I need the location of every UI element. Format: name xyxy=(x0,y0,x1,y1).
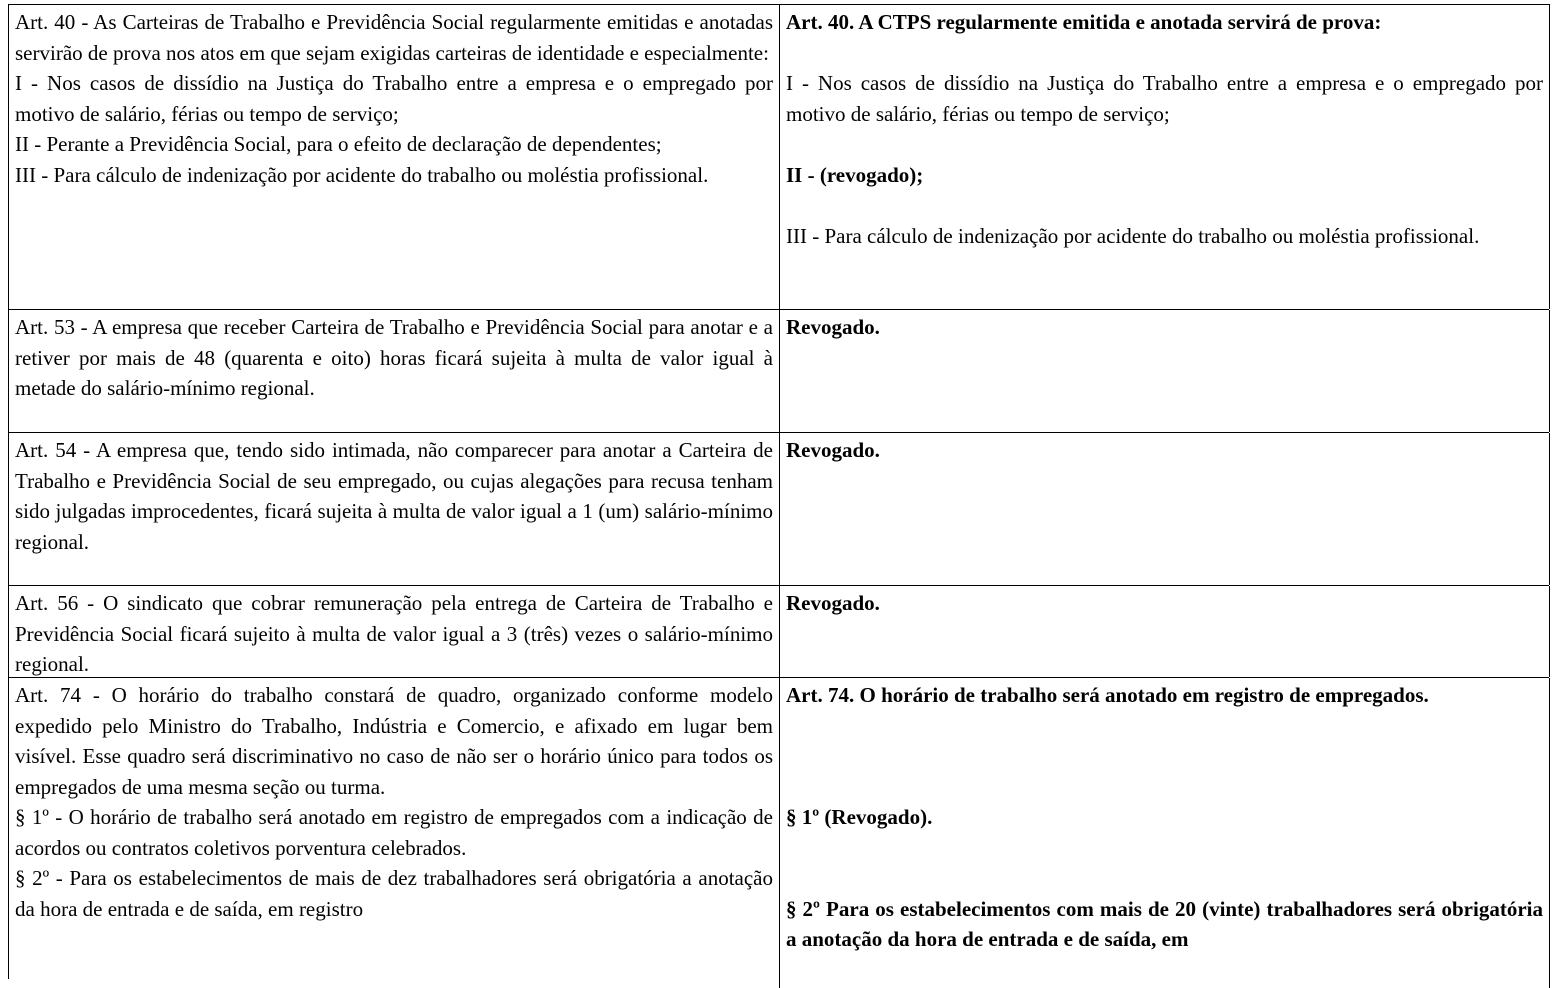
amended-text-cell xyxy=(780,678,1550,988)
original-text-cell xyxy=(9,586,780,677)
paragraph: I - Nos casos de dissídio na Justiça do Trabalho entre a empresa e o empregado por motivo de salário, férias ou tempo de serviço; xyxy=(15,71,773,126)
paragraph: III - Para cálculo de indenização por acidente do trabalho ou moléstia profissional. xyxy=(15,162,709,187)
amended-text-cell xyxy=(780,433,1550,585)
table-row-art-74 xyxy=(9,678,1549,988)
paragraph: Revogado. xyxy=(786,591,880,615)
paragraph: Revogado. xyxy=(786,315,880,339)
paragraph: Art. 54 - A empresa que, tendo sido intimada, não comparecer para anotar a Carteira de Trabalho e Previdência Social de seu empregado, ou cujas alegações para recusa tenham sido julgadas improcedentes, ficará sujeita à multa de valor igual a 1 (um) salário-mínimo regional. xyxy=(15,438,773,554)
original-text-cell xyxy=(9,433,780,585)
table-row-art-54 xyxy=(9,433,1549,586)
paragraph: Art. 74 - O horário do trabalho constará de quadro, organizado conforme modelo expedido pelo Ministro do Trabalho, Indústria e Comercio, e afixado em lugar bem visível. Esse quadro será discriminativo no caso de não ser o horário único para todos os empregados de uma mesma seção ou turma. xyxy=(15,683,773,799)
paragraph: Art. 40. A CTPS regularmente emitida e anotada servirá de prova: xyxy=(786,10,1382,34)
amended-text-cell xyxy=(780,586,1550,677)
paragraph: II - (revogado); xyxy=(786,162,924,187)
original-text-cell xyxy=(9,5,780,309)
amended-text-cell xyxy=(780,310,1550,432)
comparison-table xyxy=(8,4,1550,979)
paragraph: Art. 53 - A empresa que receber Carteira de Trabalho e Previdência Social para anotar e a retiver por mais de 48 (quarenta e oito) horas ficará sujeita à multa de valor igual à metade do salário-mínimo regional. xyxy=(15,315,773,400)
paragraph: Art. 56 - O sindicato que cobrar remuneração pela entrega de Carteira de Trabalho e Previdência Social ficará sujeito à multa de valor igual a 3 (três) vezes o salário-mínimo regional. xyxy=(15,591,773,676)
original-text-cell xyxy=(9,678,780,988)
table-row-art-56 xyxy=(9,586,1549,678)
paragraph: Art. 40 - As Carteiras de Trabalho e Previdência Social regularmente emitidas e anotadas servirão de prova nos atos em que sejam exigidas carteiras de identidade e especialmente: xyxy=(15,10,773,65)
paragraph: Revogado. xyxy=(786,438,880,462)
paragraph: II - Perante a Previdência Social, para o efeito de declaração de dependentes; xyxy=(15,132,662,156)
paragraph: III - Para cálculo de indenização por acidente do trabalho ou moléstia profissional. xyxy=(786,223,1480,248)
table-row-art-40 xyxy=(9,5,1549,310)
paragraph: Art. 74. O horário de trabalho será anotado em registro de empregados. xyxy=(786,683,1429,707)
original-text-cell xyxy=(9,310,780,432)
table-row-art-53 xyxy=(9,310,1549,433)
paragraph: § 2º Para os estabelecimentos com mais de 20 (vinte) trabalhadores será obrigatória a anotação da hora de entrada e de saída, em xyxy=(786,896,1543,951)
amended-text-cell xyxy=(780,5,1550,309)
paragraph: § 1º (Revogado). xyxy=(786,805,933,829)
paragraph: I - Nos casos de dissídio na Justiça do Trabalho entre a empresa e o empregado por motivo de salário, férias ou tempo de serviço; xyxy=(786,71,1543,126)
paragraph: § 1º - O horário de trabalho será anotado em registro de empregados com a indicação de acordos ou contratos coletivos porventura celebrados. xyxy=(15,805,773,860)
paragraph: § 2º - Para os estabelecimentos de mais de dez trabalhadores será obrigatória a anotação da hora de entrada e de saída, em registro xyxy=(15,866,773,921)
